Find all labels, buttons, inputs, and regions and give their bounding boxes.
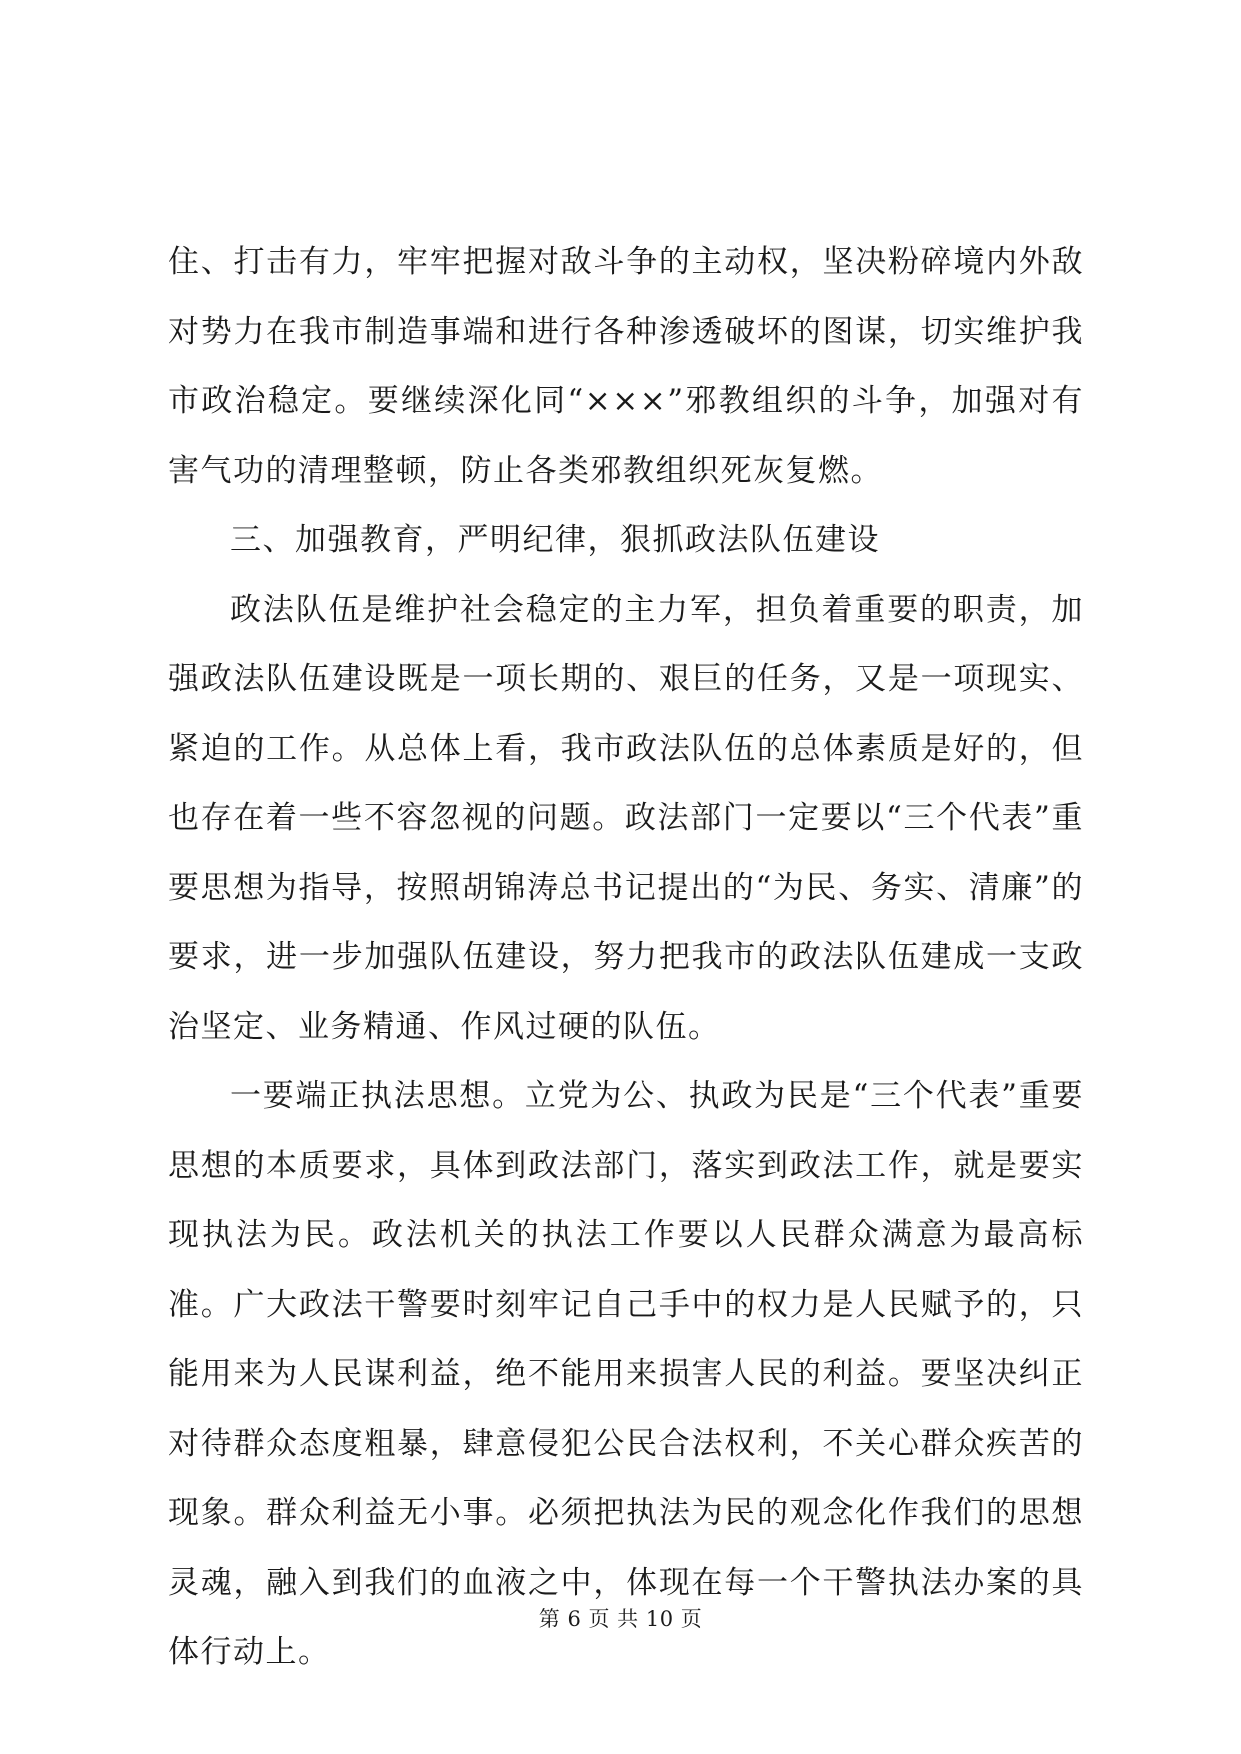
paragraph-team-building: 政法队伍是维护社会稳定的主力军，担负着重要的职责，加强政法队伍建设既是一项长期的、艰巨的任务，又是一项现实、紧迫的工作。从总体上看，我市政法队伍的总体素质是好的，但也存在着一些不容忽视的问题。政法部门一定要以“三个代表”重要思想为指导，按照胡锦涛总书记提出的“为民、务实、清廉”的要求，进一步加强队伍建设，努力把我市的政法队伍建成一支政治坚定、业务精通、作风过硬的队伍。 xyxy=(168,591,1084,1045)
document-body xyxy=(168,228,1084,1688)
paragraph-continuation: 住、打击有力，牢牢把握对敌斗争的主动权，坚决粉碎境内外敌对势力在我市制造事端和进行各种渗透破坏的图谋，切实维护我市政治稳定。要继续深化同“×××”邪教组织的斗争，加强对有害气功的清理整顿，防止各类邪教组织死灰复燃。 xyxy=(168,244,1084,489)
section-heading: 三、加强教育，严明纪律，狠抓政法队伍建设 xyxy=(230,522,880,558)
page-number-footer: 第 6 页 共 10 页 xyxy=(538,1607,703,1631)
paragraph-law-enforcement-thought: 一要端正执法思想。立党为公、执政为民是“三个代表”重要思想的本质要求，具体到政法部门，落实到政法工作，就是要实现执法为民。政法机关的执法工作要以人民群众满意为最高标准。广大政法干警要时刻牢记自己手中的权力是人民赋予的，只能用来为人民谋利益，绝不能用来损害人民的利益。要坚决纠正对待群众态度粗暴，肆意侵犯公民合法权利，不关心群众疾苦的现象。群众利益无小事。必须把执法为民的观念化作我们的思想灵魂，融入到我们的血液之中，体现在每一个干警执法办案的具体行动上。 xyxy=(168,1078,1084,1670)
